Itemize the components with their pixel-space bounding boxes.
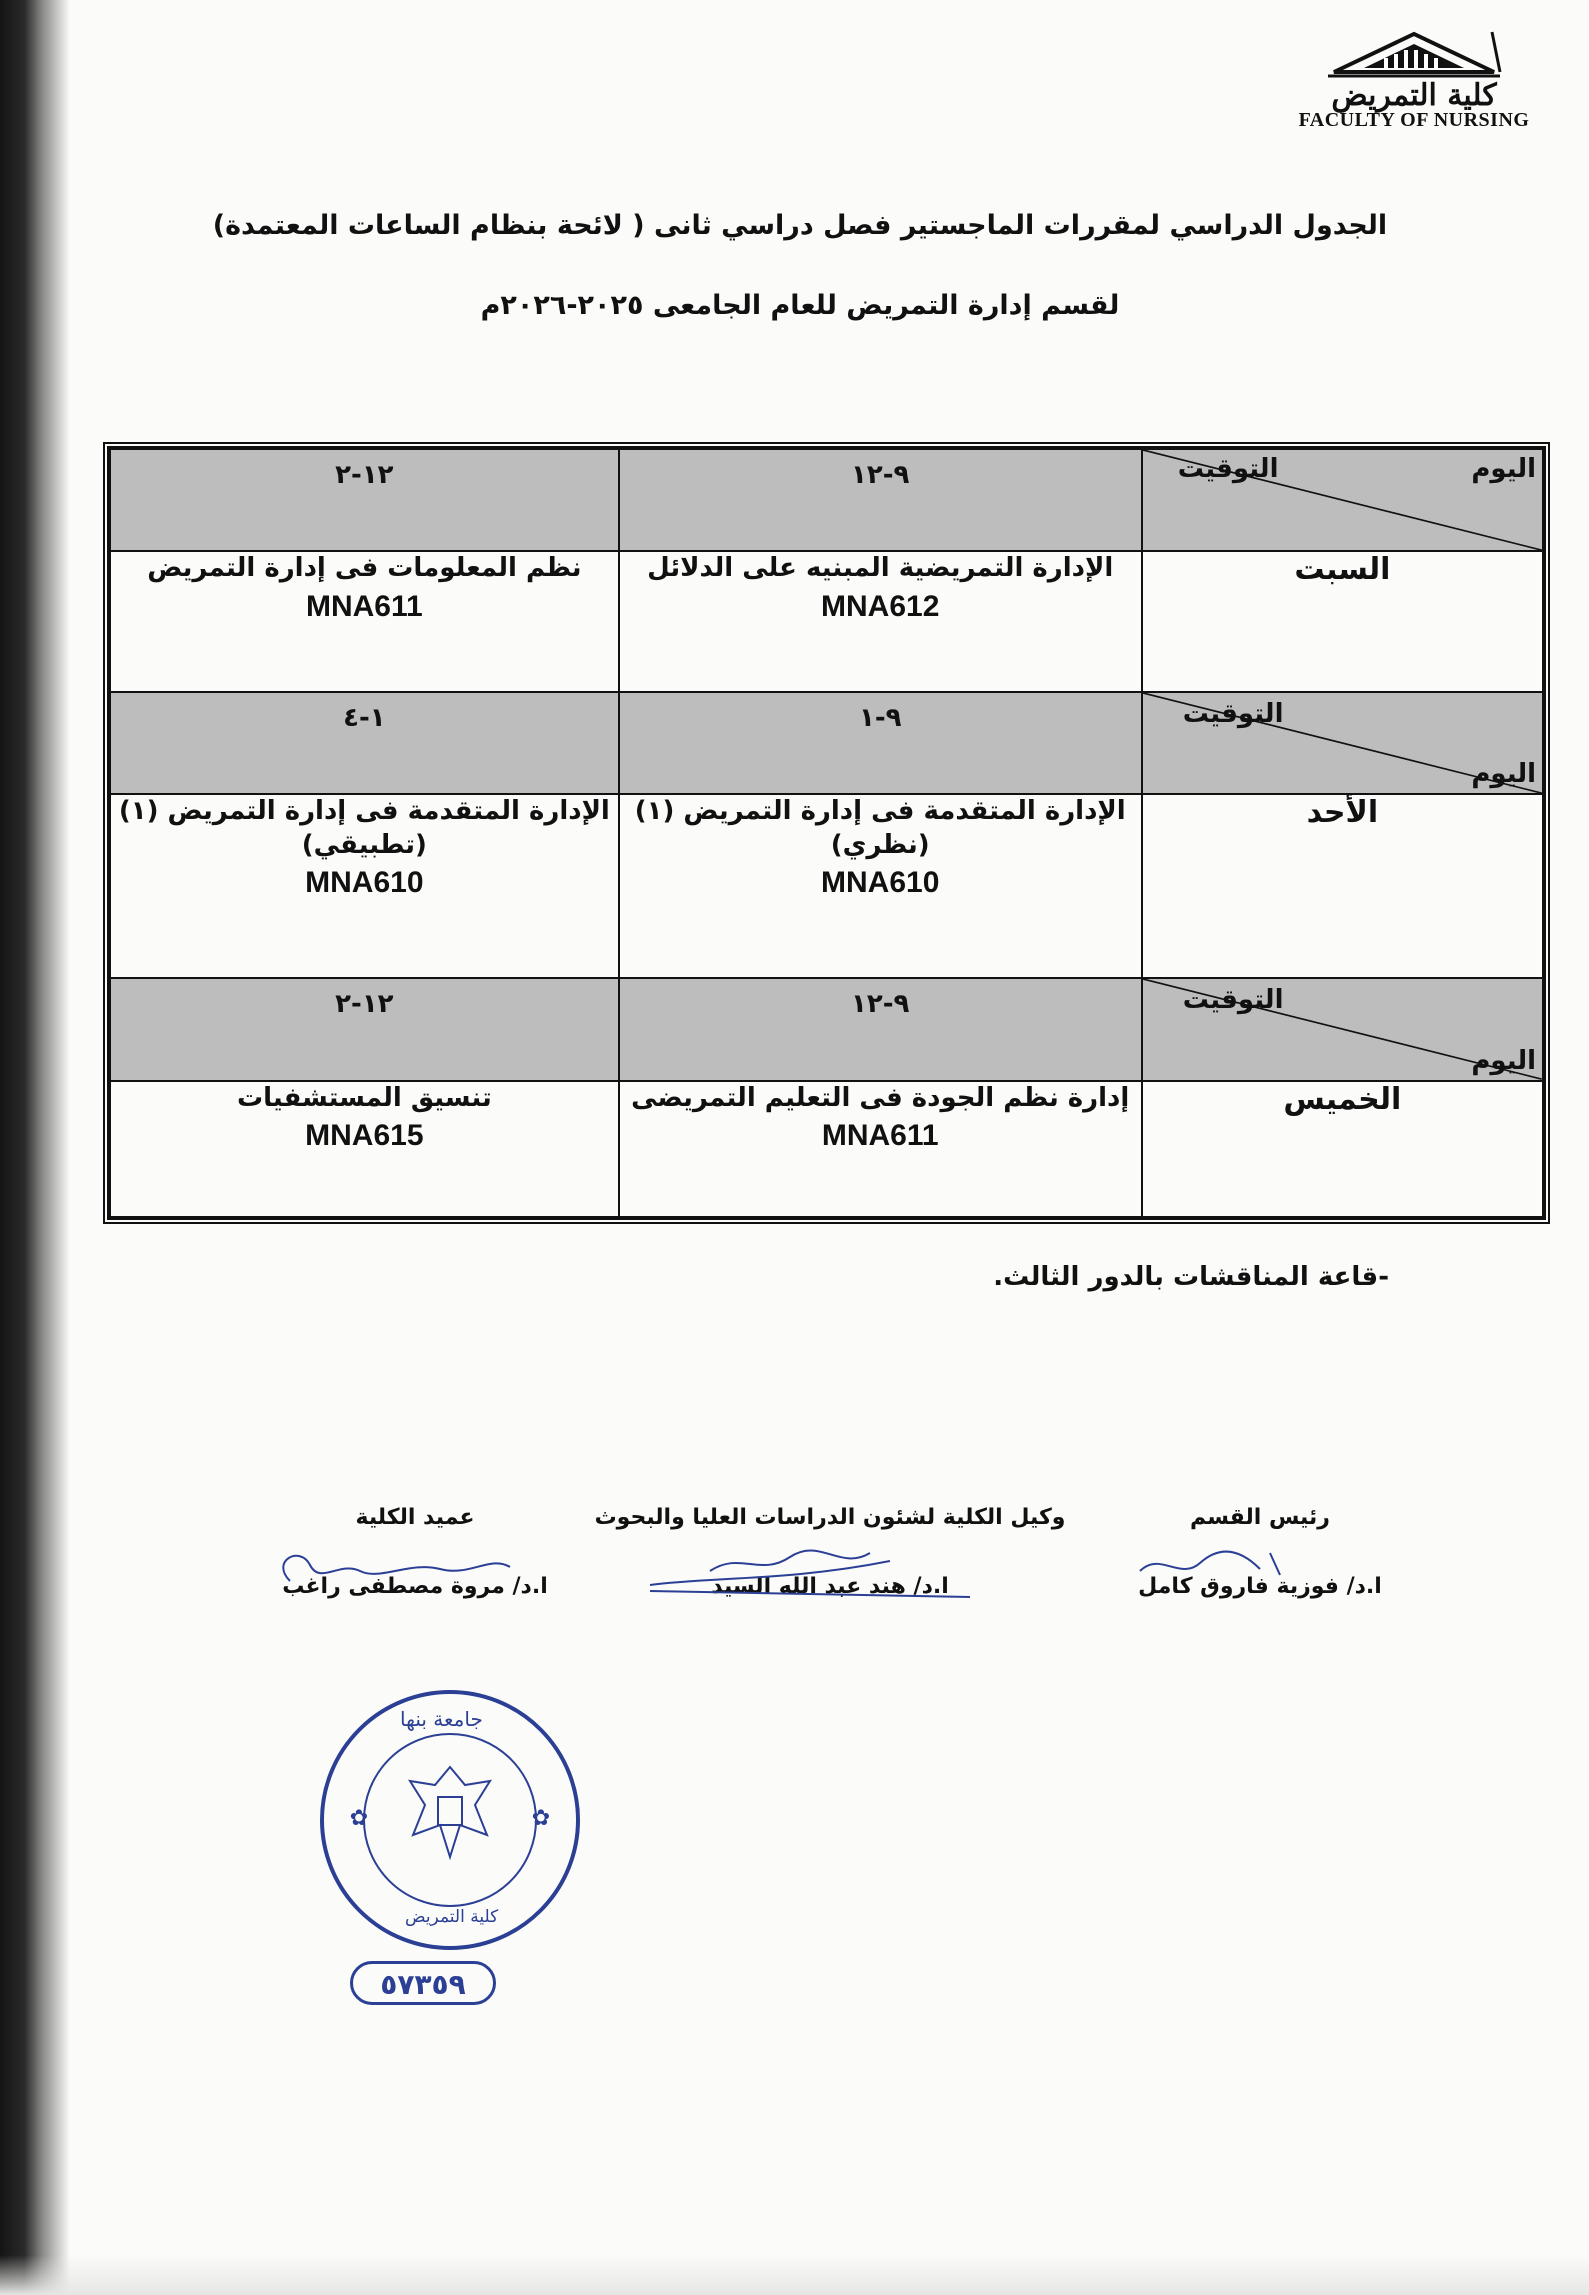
- signatory-name: ا.د/ هند عبد الله السيد: [711, 1574, 949, 1599]
- course-name: نظم المعلومات فى إدارة التمريض: [147, 553, 582, 584]
- day-row: [110, 1081, 1543, 1217]
- time-header-row: [110, 449, 1543, 551]
- time-label: التوقيت: [1182, 698, 1284, 729]
- day-label: اليوم: [1471, 758, 1536, 789]
- course-code: MNA612: [821, 590, 940, 624]
- course-code: MNA611: [821, 1119, 939, 1153]
- scan-shadow-bottom: [0, 2255, 1589, 2295]
- signature-role: عميد الكلية: [355, 1505, 475, 1530]
- course-cell: [619, 794, 1142, 978]
- course-type: (نظري): [830, 829, 930, 860]
- course-cell: [619, 551, 1142, 691]
- day-time-corner-cell: [1142, 692, 1543, 794]
- day-time-corner-cell: [1142, 978, 1543, 1080]
- course-name: الإدارة التمريضية المبنيه على الدلائل: [647, 553, 1114, 584]
- day-label: اليوم: [1471, 1045, 1536, 1076]
- time-header-row: [110, 692, 1543, 794]
- scan-shadow-edge: [0, 0, 70, 2295]
- course-code: MNA610: [305, 866, 424, 900]
- signatory-name: ا.د/ مروة مصطفى راغب: [282, 1574, 548, 1599]
- day-time-corner-cell: [1142, 449, 1543, 551]
- course-name: الإدارة المتقدمة فى إدارة التمريض (١): [634, 795, 1126, 826]
- building-logo-icon: [1324, 28, 1504, 82]
- svg-text:✿: ✿: [349, 1806, 369, 1831]
- time-slot-2: ١٢-٢: [110, 978, 619, 1080]
- time-slot-1: ٩-١٢: [619, 449, 1142, 551]
- day-name: الخميس: [1142, 1081, 1543, 1217]
- signature-role: وكيل الكلية لشئون الدراسات العليا والبحوث: [594, 1505, 1066, 1530]
- day-name: السبت: [1142, 551, 1543, 691]
- signature-role: رئيس القسم: [1190, 1505, 1330, 1530]
- signature-block-vice-dean: [590, 1505, 1070, 1599]
- official-seal: [315, 1685, 585, 1955]
- handwritten-signature: [590, 1541, 1010, 1601]
- seal-top-text: جامعة بنها: [400, 1707, 483, 1731]
- handwritten-signature: [250, 1541, 550, 1597]
- time-header-row: [110, 978, 1543, 1080]
- course-name: إدارة نظم الجودة فى التعليم التمريضى: [631, 1082, 1130, 1113]
- course-name: تنسيق المستشفيات: [236, 1082, 492, 1113]
- course-code: MNA615: [305, 1119, 424, 1153]
- location-note: -قاعة المناقشات بالدور الثالث.: [993, 1262, 1389, 1292]
- handwritten-signature: [1120, 1541, 1320, 1589]
- course-type: (تطبيقي): [301, 829, 427, 860]
- signature-block-dean: [250, 1505, 580, 1599]
- course-cell: [110, 794, 619, 978]
- signatory-name: ا.د/ فوزية فاروق كامل: [1138, 1574, 1382, 1599]
- day-row: [110, 794, 1543, 978]
- document-subtitle: لقسم إدارة التمريض للعام الجامعى ٢٠٢٥-٢٠٢٦م: [480, 290, 1120, 321]
- course-code: MNA611: [305, 590, 423, 624]
- document-title: الجدول الدراسي لمقررات الماجستير فصل دراسي ثانى ( لائحة بنظام الساعات المعتمدة): [212, 210, 1388, 241]
- stamp-number: ٥٧٣٥٩: [350, 1961, 496, 2005]
- seal-bottom-text: كلية التمريض: [405, 1907, 499, 1927]
- time-slot-2: ١-٤: [110, 692, 619, 794]
- day-row: [110, 551, 1543, 691]
- logo-english-text: FACULTY OF NURSING: [1298, 109, 1530, 131]
- course-cell: [110, 551, 619, 691]
- faculty-logo: [1279, 28, 1549, 158]
- signature-block-department-head: [1120, 1505, 1400, 1599]
- course-code: MNA610: [821, 866, 940, 900]
- logo-arabic-text: كلية التمريض: [1331, 78, 1497, 113]
- time-label: التوقيت: [1177, 454, 1279, 484]
- course-cell: [619, 1081, 1142, 1217]
- svg-text:✿: ✿: [531, 1806, 551, 1831]
- time-slot-2: ١٢-٢: [110, 449, 619, 551]
- day-name: الأحد: [1142, 794, 1543, 978]
- course-cell: [110, 1081, 619, 1217]
- time-slot-1: ٩-١: [619, 692, 1142, 794]
- day-label: اليوم: [1471, 454, 1536, 484]
- schedule-table: [103, 442, 1550, 1224]
- time-label: التوقيت: [1182, 985, 1284, 1016]
- course-name: الإدارة المتقدمة فى إدارة التمريض (١): [118, 795, 610, 826]
- time-slot-1: ٩-١٢: [619, 978, 1142, 1080]
